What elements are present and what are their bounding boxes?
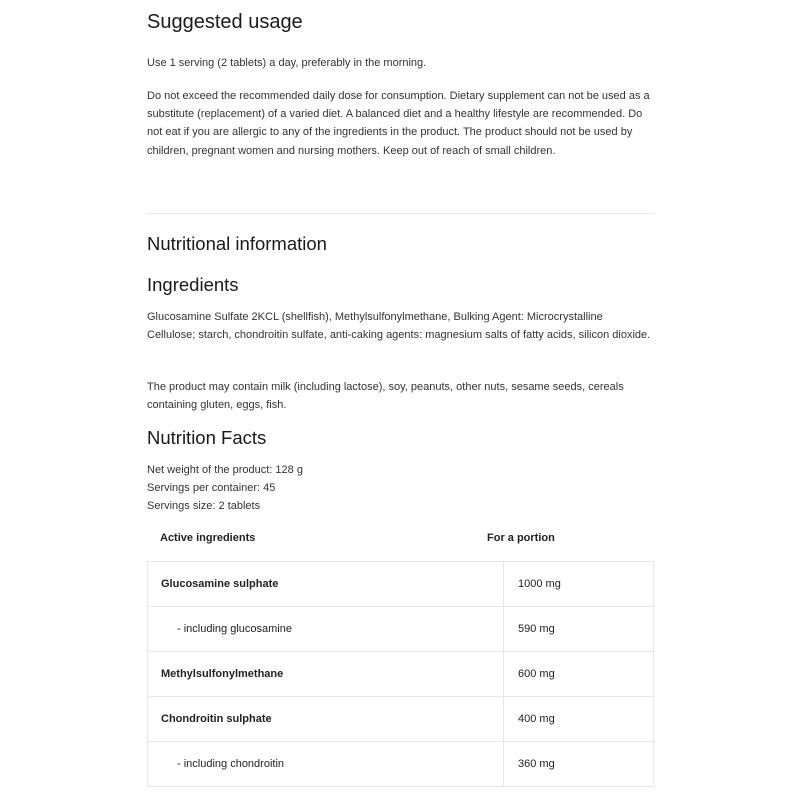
- ingredient-amount: 1000 mg: [504, 562, 654, 607]
- nutritional-information-heading: Nutritional information: [147, 233, 327, 254]
- column-header-active-ingredients: Active ingredients: [160, 532, 256, 544]
- ingredient-amount: 600 mg: [504, 652, 654, 697]
- nutrition-facts-table: [147, 561, 654, 787]
- section-divider: [147, 213, 654, 214]
- ingredient-amount: 400 mg: [504, 697, 654, 742]
- ingredient-amount: 590 mg: [504, 607, 654, 652]
- ingredients-heading: Ingredients: [147, 274, 239, 295]
- allergens-paragraph: The product may contain milk (including lactose), soy, peanuts, other nuts, sesame seeds, cereals containing gluten, eggs, fish.: [147, 381, 624, 412]
- table-row: [148, 742, 654, 787]
- table-row: [148, 652, 654, 697]
- suggested-usage-heading: Suggested usage: [147, 11, 303, 33]
- column-header-for-a-portion: For a portion: [487, 532, 555, 544]
- nutrition-facts-heading: Nutrition Facts: [147, 427, 267, 448]
- ingredient-name: Methylsulfonylmethane: [148, 652, 504, 697]
- ingredient-name: - including glucosamine: [148, 607, 504, 652]
- servings-size-text: Servings size: 2 tablets: [147, 500, 261, 513]
- ingredient-name: Glucosamine sulphate: [148, 562, 504, 607]
- net-weight-text: Net weight of the product: 128 g: [147, 464, 303, 476]
- ingredient-name: - including chondroitin: [148, 742, 504, 787]
- ingredient-amount: 360 mg: [504, 742, 654, 787]
- servings-per-container-text: Servings per container: 45: [147, 482, 276, 495]
- ingredient-name: Chondroitin sulphate: [148, 697, 504, 742]
- product-facts: [147, 461, 303, 516]
- warnings-paragraph: Do not exceed the recommended daily dose for consumption. Dietary supplement can not be used as a substitute (replacement) of a varied diet. A balanced diet and a healthy lifestyle are recommended. Do not eat if you are allergic to any of the ingredients in the product. The product should not be used by children, pregnant women and nursing mothers. Keep out of reach of small children.: [147, 90, 650, 157]
- table-header: [147, 528, 654, 561]
- ingredients-paragraph: Glucosamine Sulfate 2KCL (shellfish), Methylsulfonylmethane, Bulking Agent: Microcrystalline Cellulose; starch, chondroitin sulfate, anti-caking agents: magnesium salts of fatty acids, silicon dioxide.: [147, 311, 651, 342]
- table-row: [148, 607, 654, 652]
- table-row: [148, 562, 654, 607]
- table-row: [148, 697, 654, 742]
- usage-paragraph: Use 1 serving (2 tablets) a day, preferably in the morning.: [147, 57, 427, 69]
